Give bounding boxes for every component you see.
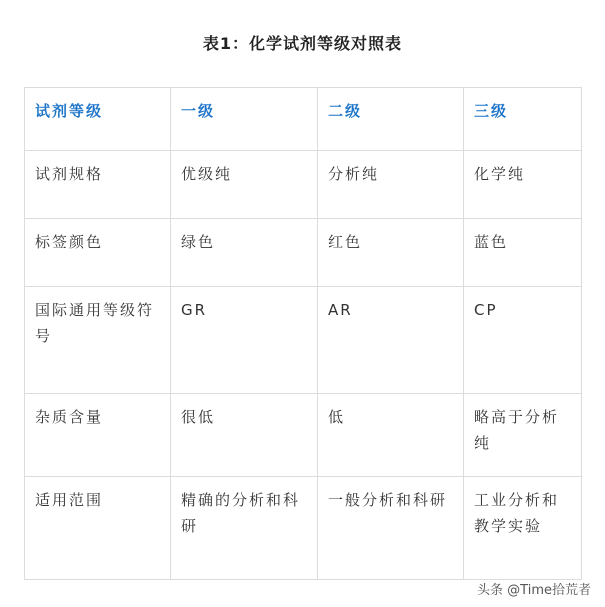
table-cell: 优级纯: [171, 151, 318, 219]
source-watermark: 头条 @Time拾荒者: [477, 583, 591, 598]
table-row: [25, 151, 582, 219]
row-label-cell: 杂质含量: [25, 394, 171, 477]
table-row: [25, 477, 582, 580]
table-cell: 很低: [171, 394, 318, 477]
row-label-cell: 标签颜色: [25, 219, 171, 287]
row-label-cell: 国际通用等级符号: [25, 287, 171, 394]
row-label-cell: 适用范围: [25, 477, 171, 580]
table-row: [25, 287, 582, 394]
table-cell: 略高于分析纯: [464, 394, 582, 477]
table-cell: 精确的分析和科研: [171, 477, 318, 580]
table-cell: 分析纯: [318, 151, 464, 219]
table-row: [25, 394, 582, 477]
header-cell: 三级: [464, 88, 582, 151]
table-cell: 工业分析和教学实验: [464, 477, 582, 580]
table-cell: 红色: [318, 219, 464, 287]
table-cell: 蓝色: [464, 219, 582, 287]
table-cell: 绿色: [171, 219, 318, 287]
row-label-cell: 试剂规格: [25, 151, 171, 219]
reagent-grade-table: [24, 87, 582, 580]
table-cell: 低: [318, 394, 464, 477]
header-cell: 一级: [171, 88, 318, 151]
header-cell: 试剂等级: [25, 88, 171, 151]
table-header-row: [25, 88, 582, 151]
table-row: [25, 219, 582, 287]
table-cell: 化学纯: [464, 151, 582, 219]
table-cell: GR: [171, 287, 318, 394]
table-cell: AR: [318, 287, 464, 394]
table-cell: 一般分析和科研: [318, 477, 464, 580]
header-cell: 二级: [318, 88, 464, 151]
table-caption: 表1：化学试剂等级对照表: [202, 34, 403, 53]
table-cell: CP: [464, 287, 582, 394]
